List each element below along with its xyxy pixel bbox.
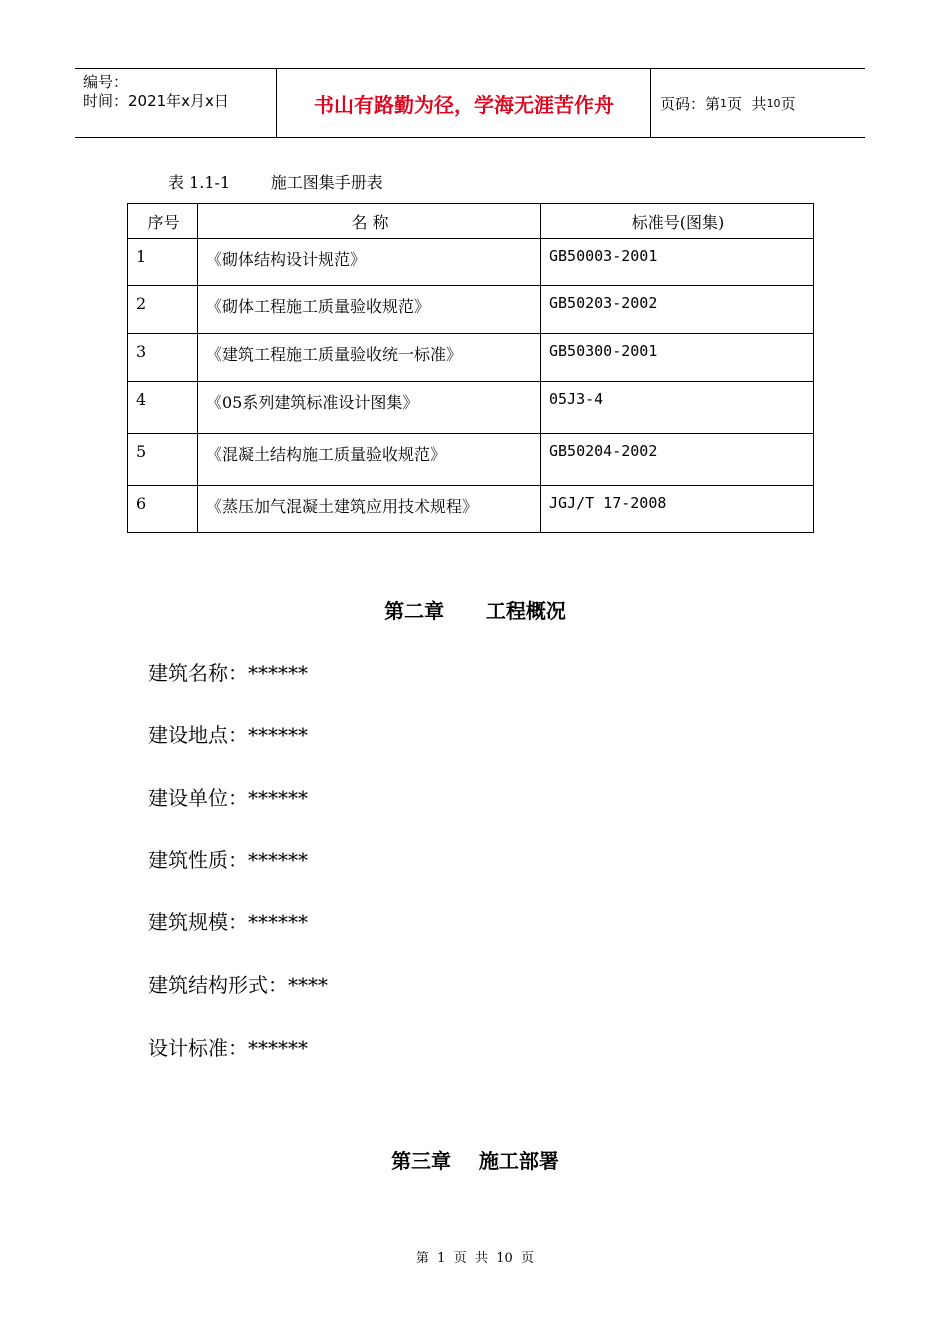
row-name: 《05系列建筑标准设计图集》 — [198, 382, 541, 434]
column-header-index: 序号 — [128, 204, 198, 239]
info-design-standard: 设计标准：****** — [148, 1036, 308, 1060]
chapter-two-title: 第二章 工程概况 — [384, 599, 566, 623]
header-number-label: 编号： — [83, 73, 129, 91]
info-building-nature: 建筑性质：****** — [148, 848, 308, 872]
row-name: 《砌体工程施工质量验收规范》 — [198, 286, 541, 334]
row-code: GB50204-2002 — [541, 434, 814, 486]
header-page-indicator — [660, 69, 796, 137]
table-caption: 表 1.1-1 施工图集手册表 — [168, 173, 383, 192]
info-developer: 建设单位：****** — [148, 786, 308, 810]
table-row — [128, 434, 814, 486]
header-page-suffix: 页 — [780, 94, 796, 113]
header-page-prefix: 页码：第 — [660, 94, 721, 113]
page-footer: 第 1 页 共 10 页 — [415, 1251, 535, 1266]
header-motto: 书山有路勤为径，学海无涯苦作舟 — [314, 92, 614, 117]
header-page-total: 10 — [766, 96, 781, 110]
row-index: 3 — [128, 334, 198, 382]
column-header-code: 标准号(图集) — [541, 204, 814, 239]
row-code: JGJ/T 17-2008 — [541, 486, 814, 533]
info-building-name: 建筑名称：****** — [148, 661, 308, 685]
header-meta — [83, 73, 229, 111]
row-index: 2 — [128, 286, 198, 334]
row-name: 《建筑工程施工质量验收统一标准》 — [198, 334, 541, 382]
row-index: 6 — [128, 486, 198, 533]
column-header-name: 名 称 — [198, 204, 541, 239]
row-index: 1 — [128, 239, 198, 286]
row-name: 《混凝土结构施工质量验收规范》 — [198, 434, 541, 486]
row-code: GB50300-2001 — [541, 334, 814, 382]
row-index: 5 — [128, 434, 198, 486]
header-page-current: 1 — [720, 96, 728, 110]
table-row — [128, 486, 814, 533]
header-page-middle: 页 共 — [727, 94, 767, 113]
chapter-three-title: 第三章 施工部署 — [391, 1149, 559, 1173]
row-index: 4 — [128, 382, 198, 434]
row-code: GB50003-2001 — [541, 239, 814, 286]
table-row — [128, 239, 814, 286]
table-row — [128, 334, 814, 382]
row-code: GB50203-2002 — [541, 286, 814, 334]
info-site-location: 建设地点：****** — [148, 723, 308, 747]
header-divider-right — [650, 69, 651, 137]
table-header-row — [128, 204, 814, 239]
table-row — [128, 382, 814, 434]
header-time-label: 时间：2021年x月x日 — [83, 92, 229, 110]
info-building-scale: 建筑规模：****** — [148, 910, 308, 934]
row-name: 《砌体结构设计规范》 — [198, 239, 541, 286]
table-row — [128, 286, 814, 334]
info-structure-type: 建筑结构形式：**** — [148, 973, 328, 997]
row-code: 05J3-4 — [541, 382, 814, 434]
spec-table — [127, 203, 814, 533]
row-name: 《蒸压加气混凝土建筑应用技术规程》 — [198, 486, 541, 533]
document-header — [75, 68, 865, 138]
